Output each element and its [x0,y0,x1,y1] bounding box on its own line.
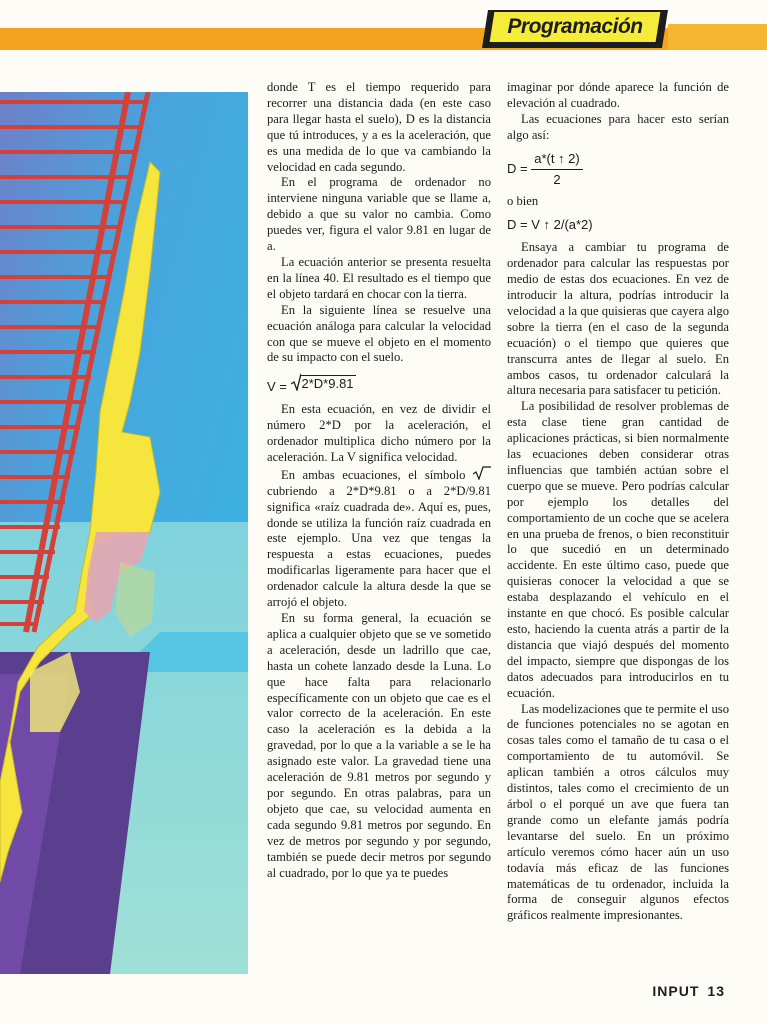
paragraph: donde T es el tiempo requerido para recorrer una distancia dada (en este caso para llegar hasta el suelo), D es la distancia que tú introduces, y a es la aceleración, que es una medida de lo que va cambiando la velocidad en cada segundo. [267,80,491,174]
paragraph: La posibilidad de resolver problemas de esta clase tiene gran cantidad de aplicaciones prácticas, si bien normalmente las ecuaciones deben considerar otras influencias que también actúan sobre el cuerpo que se mueve. Pero podrías calcular por ejemplo los detalles del comportamiento de un coche que se acelera en una prueba de frenos, o bien reconstituir lo que sucedió en un determinado accidente. En este último caso, puede que quisieras conocer la velocidad a que se estaba desplazando el vehículo en el instante en que chocó. Es posible calcular esto, haciendo la cuenta atrás a partir de la distancia que viajó después del momento del impacto, siempre que dispongas de los datos adecuados para introducirlos en tu ecuación. [507,399,729,700]
diver-ladder-illustration [0,92,248,974]
velocity-formula [267,373,491,395]
denominator: 2 [553,171,561,187]
paragraph: En su forma general, la ecuación se aplica a cualquier objeto que se ve sometido a aceleración, desde un ladrillo que cae, hasta un cohete lanzado desde la Luna. Lo que hace falta para relacionarlo específicamente con un objeto que cae es el valor correcto de la aceleración. En este caso la aceleración es la debida a la gravedad, por lo que a la variable a se le ha asignado este valor. La gravedad tiene una aceleración de 9.81 metros por segundo y por segundo. En otras palabras, para un objeto que cae, su velocidad aumenta en cada segundo 9.81 metros por segundo. En vez de metros por segundo y por segundo, también se puede decir metros por segundo al cuadrado, por lo que ya te puedes [267,611,491,880]
fraction [531,151,583,188]
formula-lhs: V = [267,379,287,395]
formula-lhs: D = [507,160,528,176]
text-column-1 [267,80,491,881]
numerator: a*(t ↑ 2) [531,151,583,170]
paragraph: Las modelizaciones que te permite el uso de funciones potenciales no se agotan en cosas tales como el tamaño de tu casa o el comportamiento de tu automóvil. Se aplican también a otros cálculos muy distintos, tales como el crecimiento de un árbol o el porqué un ave que fuera tan grande como un elefante jamás podría levantarse del suelo. En un próximo artículo veremos cómo hacer aún un uso todavía más eficaz de las funciones matemáticas de tu ordenador, incluida la forma de conseguir algunos efectos gráficos realmente impresionantes. [507,701,729,923]
square-root [291,373,356,391]
text-column-2 [507,80,729,924]
paragraph: imaginar por dónde aparece la función de elevación al cuadrado. [507,80,729,110]
paragraph: o bien [507,194,539,209]
radical-icon [473,466,491,480]
paragraph [267,466,491,611]
header-band-end [668,24,767,50]
paragraph: En esta ecuación, en vez de dividir el número 2*D por la aceleración, el ordenador multiplica dicho número por la aceleración. La V significa velocidad. [267,402,491,464]
magazine-name: INPUT [652,983,700,999]
paragraph: Las ecuaciones para hacer esto serían algo así: [507,111,729,142]
distance-formula-2: D = V ↑ 2/(a*2) [507,217,593,233]
section-title: Programación [507,15,643,38]
paragraph: La ecuación anterior se presenta resuelta en la línea 40. El resultado es el tiempo que el objeto tardará en chocar con la tierra. [267,254,491,301]
radicand: 2*D*9.81 [301,376,354,392]
page-number: 13 [707,983,725,999]
paragraph-rest: cubriendo a 2*D*9.81 o a 2*D/9.81 significa «raíz cuadrada de». Aquí es, pues, donde se utiliza la función raíz cuadrada en este ejemplo. Una vez que tengas la respuesta a estas ecuaciones, puedes modificarlas ligeramente para hacer que el ordenador calcule la altura desde la que se arrojó el objeto. [267,483,491,610]
paragraph-start: En ambas ecuaciones, el símbolo [281,467,466,482]
paragraph: En el programa de ordenador no interviene ninguna variable que se llame a, debido a que su valor no cambia. Como puedes ver, figura el valor 9.81 en lugar de a. [267,175,491,254]
page-footer [644,983,725,999]
distance-formula-1 [507,151,729,188]
radical-icon [291,373,301,391]
paragraph: En la siguiente línea se resuelve una ecuación análoga para calcular la velocidad con que se mueve el objeto en el momento de su impacto con el suelo. [267,302,491,365]
paragraph: Ensaya a cambiar tu programa de ordenador para calcular las respuestas por medio de estas dos ecuaciones. En vez de introducir la altura, podrías introducir la velocidad a la que quisieras que cayera algo sobre la tierra (en el caso de la segunda ecuación) o el tiempo que quieres que transcurra antes de llegar al suelo. En ambos casos, tu ordenador calculará la altura necesaria para satisfacer tu petición. [507,240,729,398]
